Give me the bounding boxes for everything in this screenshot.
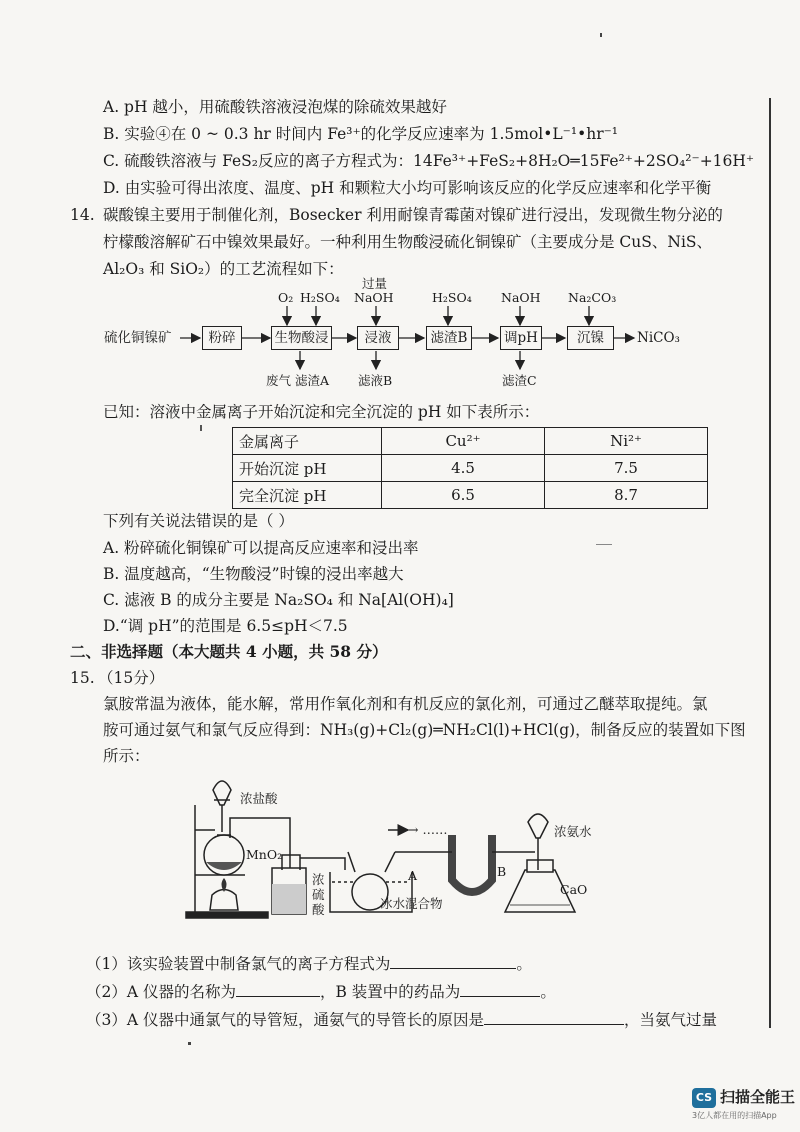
answer-blank-2[interactable]	[236, 982, 320, 997]
flow-input-h2so4-2: H₂SO₄	[432, 290, 472, 305]
flow-input-h2so4-1: H₂SO₄	[300, 290, 340, 305]
q14-option-b: B. 温度越高，“生物酸浸”时镍的浸出率越大	[103, 565, 404, 583]
flow-end-label: NiCO₃	[637, 330, 680, 346]
flow-box-leachate: 浸液	[357, 326, 399, 350]
table-header-cell: Cu²⁺	[382, 428, 545, 455]
flow-input-excess-note: 过量	[362, 276, 388, 291]
answer-blank-3[interactable]	[460, 982, 540, 997]
q14-known: 已知：溶液中金属离子开始沉淀和完全沉淀的 pH 如下表所示：	[103, 403, 540, 421]
table-cell: 开始沉淀 pH	[233, 455, 382, 482]
flow-box-residue-b: 滤渣B	[426, 326, 472, 350]
q14-option-d: D.“调 pH”的范围是 6.5≤pH＜7.5	[103, 617, 348, 635]
label-conc-h2so4-3: 酸	[312, 902, 325, 917]
table-cell: 完全沉淀 pH	[233, 482, 382, 509]
q13-option-c: C. 硫酸铁溶液与 FeS₂反应的离子方程式为：14Fe³⁺+FeS₂+8H₂O═15Fe²⁺+2SO₄²⁻+16H⁺	[103, 152, 755, 170]
cs-logo: CS	[692, 1088, 716, 1108]
q15-sub2-end: 。	[540, 983, 556, 1001]
label-mno2: MnO₂	[246, 847, 283, 862]
q15-sub1-text: （1）该实验装置中制备氯气的离子方程式为	[86, 955, 391, 973]
separatory-funnel	[213, 781, 231, 805]
label-conc-h2so4-2: 硫	[312, 887, 325, 902]
flow-box-bio-leach: 生物酸浸	[271, 326, 332, 350]
watermark-brand: 扫描全能王	[720, 1088, 796, 1106]
q15-sub3-end: ，当氨气过量	[623, 1011, 717, 1029]
q14-stem-line1: 碳酸镍主要用于制催化剂，Bosecker 利用耐镍青霉菌对镍矿进行浸出，发现微生物分泌的	[103, 206, 723, 224]
alcohol-lamp	[210, 890, 238, 911]
q14-option-c: C. 滤液 B 的成分主要是 Na₂SO₄ 和 Na[Al(OH)₄]	[103, 591, 454, 609]
label-cao: CaO	[560, 882, 588, 897]
flow-box-adjust-ph: 调pH	[500, 326, 542, 350]
flow-input-na2co3: Na₂CO₃	[568, 290, 617, 305]
answer-blank-4[interactable]	[484, 1010, 624, 1025]
flow-output-bio-leach: 废气 滤渣A	[266, 373, 330, 388]
q15-sub1-end: 。	[516, 955, 532, 973]
table-header-cell: Ni²⁺	[545, 428, 708, 455]
table-header-cell: 金属离子	[233, 428, 382, 455]
flow-output-adjust-ph: 滤渣C	[502, 373, 537, 388]
q15-sub2	[86, 981, 556, 1003]
q15-stem-line1: 氯胺常温为液体，能水解，常用作氧化剂和有机反应的氯化剂，可通过乙醚萃取提纯。氯	[103, 695, 708, 713]
watermark-tagline: 3亿人都在用的扫描App	[692, 1111, 777, 1120]
q15-sub3	[86, 1009, 717, 1031]
label-ice-water: 冰水混合物	[380, 896, 443, 911]
label-conc-ammonia: 浓氨水	[554, 824, 592, 839]
flow-box-crush: 粉碎	[202, 326, 242, 350]
ammonia-funnel	[528, 814, 548, 838]
u-tube	[452, 835, 492, 892]
q13-option-d: D. 由实验可得出浓度、温度、pH 和颗粒大小均可影响该反应的化学反应速率和化学平衡	[103, 179, 712, 197]
q14-option-a: A. 粉碎硫化铜镍矿可以提高反应速率和浸出率	[103, 539, 419, 557]
scan-speck-bottom	[188, 1042, 191, 1045]
flow-start-label: 硫化铜镍矿	[104, 330, 172, 346]
q15-number: 15.	[70, 669, 95, 687]
table-cell: 7.5	[545, 455, 708, 482]
q15-stem-line3: 所示：	[103, 747, 150, 765]
table-cell: 8.7	[545, 482, 708, 509]
label-b: B	[497, 864, 507, 879]
flow-input-naoh-2: NaOH	[501, 290, 541, 305]
q15-stem-line2: 胺可通过氨气和氯气反应得到：NH₃(g)+Cl₂(g)═NH₂Cl(l)+HCl(g)，制备反应的装置如下图	[103, 721, 746, 739]
answer-blank-1[interactable]	[390, 954, 516, 969]
flow-input-naoh-1: NaOH	[354, 290, 394, 305]
q15-sub2-mid: ，B 装置中的药品为	[319, 983, 461, 1001]
stand-base	[186, 912, 268, 918]
q15-sub2-text: （2）A 仪器的名称为	[86, 983, 236, 1001]
label-conc-hcl: 浓盐酸	[240, 791, 278, 806]
label-conc-h2so4-1: 浓	[312, 872, 325, 887]
q14-stem-line3: Al₂O₃ 和 SiO₂）的工艺流程如下：	[103, 260, 344, 278]
q15-sub1	[86, 953, 532, 975]
flow-output-leachate: 滤液B	[358, 373, 393, 388]
label-dots: → ……	[408, 822, 448, 837]
flow-input-o2: O₂	[278, 290, 294, 305]
q14-number: 14.	[70, 206, 95, 224]
table-cell: 4.5	[382, 455, 545, 482]
label-a: A	[408, 868, 418, 883]
table-cell: 6.5	[382, 482, 545, 509]
q15-sub3-text: （3）A 仪器中通氯气的导管短，通氨气的导管长的原因是	[86, 1011, 484, 1029]
flow-box-precipitate-ni: 沉镍	[567, 326, 614, 350]
q14-question: 下列有关说法错误的是（ ）	[103, 512, 294, 530]
q14-stem-line2: 柠檬酸溶解矿石中镍效果最好。一种利用生物酸浸硫化铜镍矿（主要成分是 CuS、NiS、	[103, 233, 713, 251]
q13-option-b: B. 实验④在 0 ~ 0.3 hr 时间内 Fe³⁺的化学反应速率为 1.5mol•L⁻¹•hr⁻¹	[103, 125, 618, 143]
q15-score: （15分）	[98, 669, 165, 687]
q13-option-a: A. pH 越小，用硫酸铁溶液浸泡煤的除硫效果越好	[103, 98, 447, 116]
section-title: 二、非选择题（本大题共 4 小题，共 58 分）	[70, 642, 388, 661]
